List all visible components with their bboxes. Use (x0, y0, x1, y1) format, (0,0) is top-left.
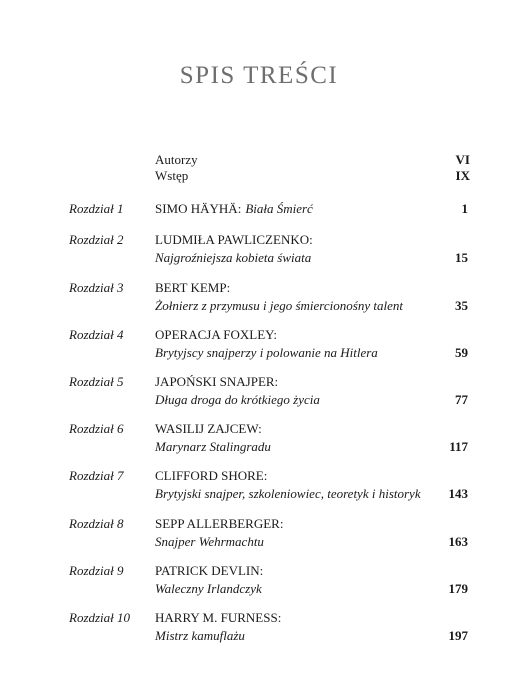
chapter-page: 35 (455, 298, 468, 313)
toc-entry (0, 279, 518, 319)
chapter-subtitle: Waleczny Irlandczyk (155, 581, 262, 596)
chapter-heading: PATRICK DEVLIN: (155, 563, 264, 578)
chapter-subtitle: Brytyjski snajper, szkoleniowiec, teoretyk i historyk (155, 486, 421, 501)
chapter-subtitle: Najgroźniejsza kobieta świata (155, 250, 312, 265)
toc-entry (0, 231, 518, 271)
toc-entry (0, 515, 518, 555)
front-matter-page: IX (455, 168, 470, 183)
chapter-page: 117 (449, 439, 468, 454)
chapter-subtitle: Marynarz Stalingradu (155, 439, 271, 454)
toc-entry (0, 373, 518, 413)
front-matter (155, 152, 470, 184)
front-matter-row (155, 152, 470, 168)
chapter-heading: JAPOŃSKI SNAJPER: (155, 374, 279, 389)
chapter-label: Rozdział 10 (69, 610, 131, 625)
chapter-label: Rozdział 5 (69, 374, 124, 389)
chapter-subtitle: Brytyjscy snajperzy i polowanie na Hitlera (155, 345, 378, 360)
chapter-label: Rozdział 1 (69, 201, 124, 216)
chapter-page: 59 (455, 345, 468, 360)
chapter-subtitle: Mistrz kamuflażu (155, 628, 245, 643)
chapter-heading: SEPP ALLERBERGER: (155, 516, 284, 531)
chapter-label: Rozdział 9 (69, 563, 124, 578)
toc-entry (0, 609, 518, 649)
chapter-label: Rozdział 6 (69, 421, 124, 436)
toc-entry (0, 420, 518, 460)
toc-entry (0, 467, 518, 507)
chapter-page: 143 (448, 486, 468, 501)
front-matter-page: VI (455, 152, 470, 167)
chapter-heading: CLIFFORD SHORE: (155, 468, 268, 483)
chapter-page: 15 (455, 250, 468, 265)
chapter-page: 179 (448, 581, 468, 596)
chapter-page: 197 (448, 628, 468, 643)
chapter-page: 163 (448, 534, 468, 549)
chapter-label: Rozdział 8 (69, 516, 124, 531)
chapter-subtitle: Żołnierz z przymusu i jego śmiercionośny talent (155, 298, 403, 313)
chapter-subtitle: Snajper Wehrmachtu (155, 534, 264, 549)
chapter-subtitle: Biała Śmierć (245, 201, 313, 216)
toc-entry (0, 326, 518, 366)
chapter-heading: SIMO HÄYHÄ: (155, 201, 242, 216)
chapter-heading: LUDMIŁA PAWLICZENKO: (155, 232, 313, 247)
chapter-label: Rozdział 7 (69, 468, 124, 483)
chapter-label: Rozdział 3 (69, 280, 124, 295)
page-title: SPIS TREŚCI (179, 62, 339, 89)
chapter-label: Rozdział 4 (69, 327, 124, 342)
chapter-subtitle: Długa droga do krótkiego życia (155, 392, 320, 407)
chapter-heading: OPERACJA FOXLEY: (155, 327, 277, 342)
chapter-heading: BERT KEMP: (155, 280, 231, 295)
front-matter-row (155, 168, 470, 184)
chapter-page: 1 (461, 201, 468, 216)
toc-entry (0, 562, 518, 602)
chapter-label: Rozdział 2 (69, 232, 124, 247)
front-matter-label: Wstęp (155, 168, 189, 183)
front-matter-label: Autorzy (155, 152, 198, 167)
chapter-heading: WASILIJ ZAJCEW: (155, 421, 262, 436)
chapter-page: 77 (455, 392, 468, 407)
chapter-heading: HARRY M. FURNESS: (155, 610, 282, 625)
